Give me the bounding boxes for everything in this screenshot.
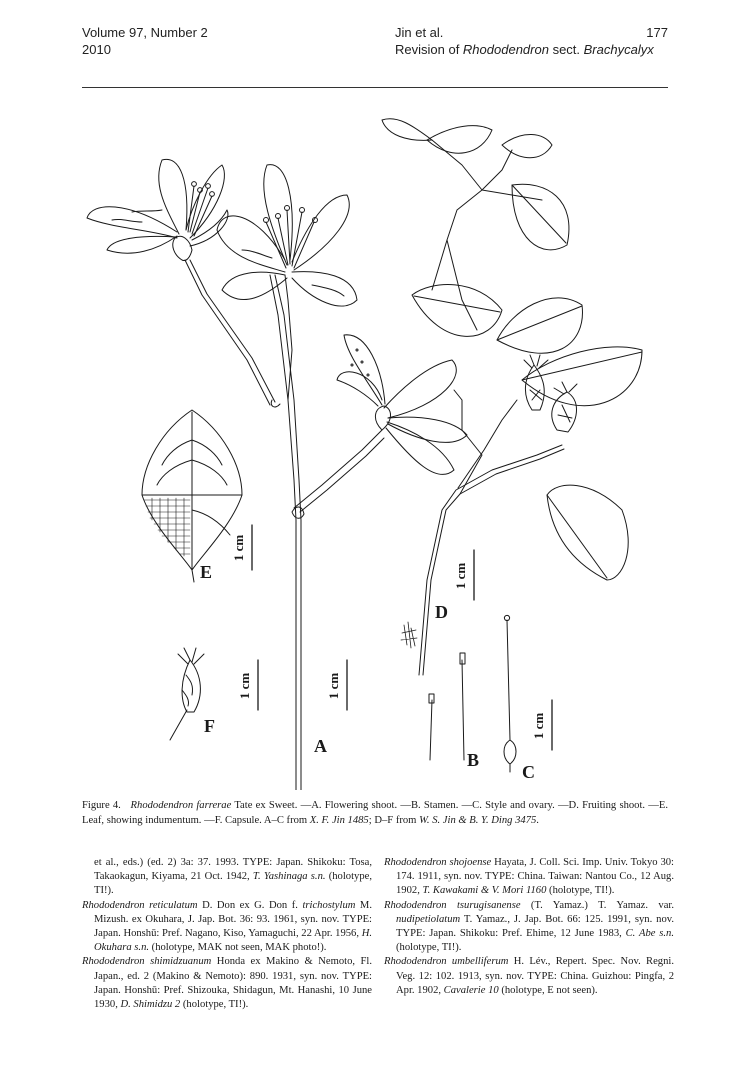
side-flower [337, 335, 467, 475]
scale-label-bc: 1 cm [531, 712, 546, 740]
style-ovary-c [504, 615, 516, 772]
right-column [384, 856, 674, 998]
left-column [82, 856, 372, 1012]
publication-year: 2010 [82, 42, 111, 57]
left-flower [87, 159, 228, 260]
label-b: B [467, 750, 480, 770]
capsule-cluster [524, 355, 577, 432]
fruiting-shoot-d [382, 119, 642, 675]
volume-number: Volume 97, Number 2 [82, 25, 208, 40]
running-header-left [82, 24, 208, 58]
label-d: D [435, 602, 448, 622]
label-e: E [200, 562, 213, 582]
scale-label-a: 1 cm [326, 672, 341, 700]
leaf [382, 119, 432, 141]
indumentum-pattern [144, 498, 190, 556]
artist-signature-icon [401, 622, 417, 648]
leaf-e [142, 410, 242, 582]
label-a: A [314, 736, 327, 756]
flowering-shoot-a [87, 159, 467, 790]
header-divider [82, 87, 668, 88]
label-f: F [204, 716, 215, 736]
label-c: C [522, 762, 535, 782]
botanical-illustration [82, 100, 668, 790]
scale-label-f: 1 cm [237, 672, 252, 700]
scale-label-e: 1 cm [231, 534, 246, 562]
synonym-entry-continued: et al., eds.) (ed. 2) 3a: 37. 1993. TYPE: Japan. Shikoku: Tosa, Takaokagun, Kiyama, 21 Oct. 1942, T. Yashinaga s.n. (holotype, TI!). [94, 857, 372, 897]
authors: Jin et al. [395, 25, 444, 40]
scale-label-d: 1 cm [453, 562, 468, 590]
synonym-entry: Rhododendron reticulatum D. Don ex G. Don f. trichostylum M. Mizush. ex Okuhara, J. Jap. Bot. 36: 93. 1961, syn. nov. TYPE: Japan. Honshū: Pref. Nagano, Kiso, Yamaguchi, 22 Apr. 1956, H. Okuhara s.n. (holotype, MAK not seen, MAK photo!). [82, 899, 372, 954]
stem-node [292, 507, 304, 518]
capsule-f [170, 648, 204, 740]
synonym-entry: Rhododendron umbelliferum H. Lév., Repert. Spec. Nov. Regni. Veg. 12: 102. 1913, syn. nov. TYPE: China. Guizhou: Pingfa, 2 Apr. 1902, Cavalerie 10 (holotype, E not seen). [384, 956, 674, 996]
center-flower [217, 165, 357, 306]
figure-caption: Figure 4. Rhododendron farrerae Tate ex Sweet. —A. Flowering shoot. —B. Stamen. —C. Style and ovary. —D. Fruiting shoot. —E. Leaf, showing indumentum. —F. Capsule. A–C from X. F. Jin 1485; D–F from W. S. Jin & B. Y. Ding 3475. [82, 800, 669, 826]
synonym-entry: Rhododendron shimidzuanum Honda ex Makino & Nemoto, Fl. Japan., ed. 2 (Makino & Nemoto): 890. 1931, syn. nov. TYPE: Japan. Honshū: Pref. Shizouka, Shidagun, Mt. Hanashi, 10 June 1930, D. Shimidzu 2 (holotype, TI!). [82, 956, 373, 1011]
page-number: 177 [646, 25, 668, 40]
synonym-entry: Rhododendron tsurugisanense (T. Yamaz.) T. Yamaz. var. nudipetiolatum T. Yamaz., J. Jap. Bot. 66: 125. 1991, syn. nov. TYPE: Japan. Shikoku: Pref. Ehime, 12 June 1983, C. Abe s.n. (holotype, TI!). [384, 899, 674, 954]
synonym-entry: Rhododendron shojoense Hayata, J. Coll. Sci. Imp. Univ. Tokyo 30: 174. 1911, syn. nov. TYPE: China. Taiwan: Nantou Co., 12 Aug. 1902, T. Kawakami & V. Mori 1160 (holotype, TI!). [384, 857, 674, 897]
running-title: Revision of Rhododendron sect. Brachycalyx [395, 42, 654, 57]
running-header-center [395, 24, 654, 58]
stamen-b [429, 653, 465, 760]
